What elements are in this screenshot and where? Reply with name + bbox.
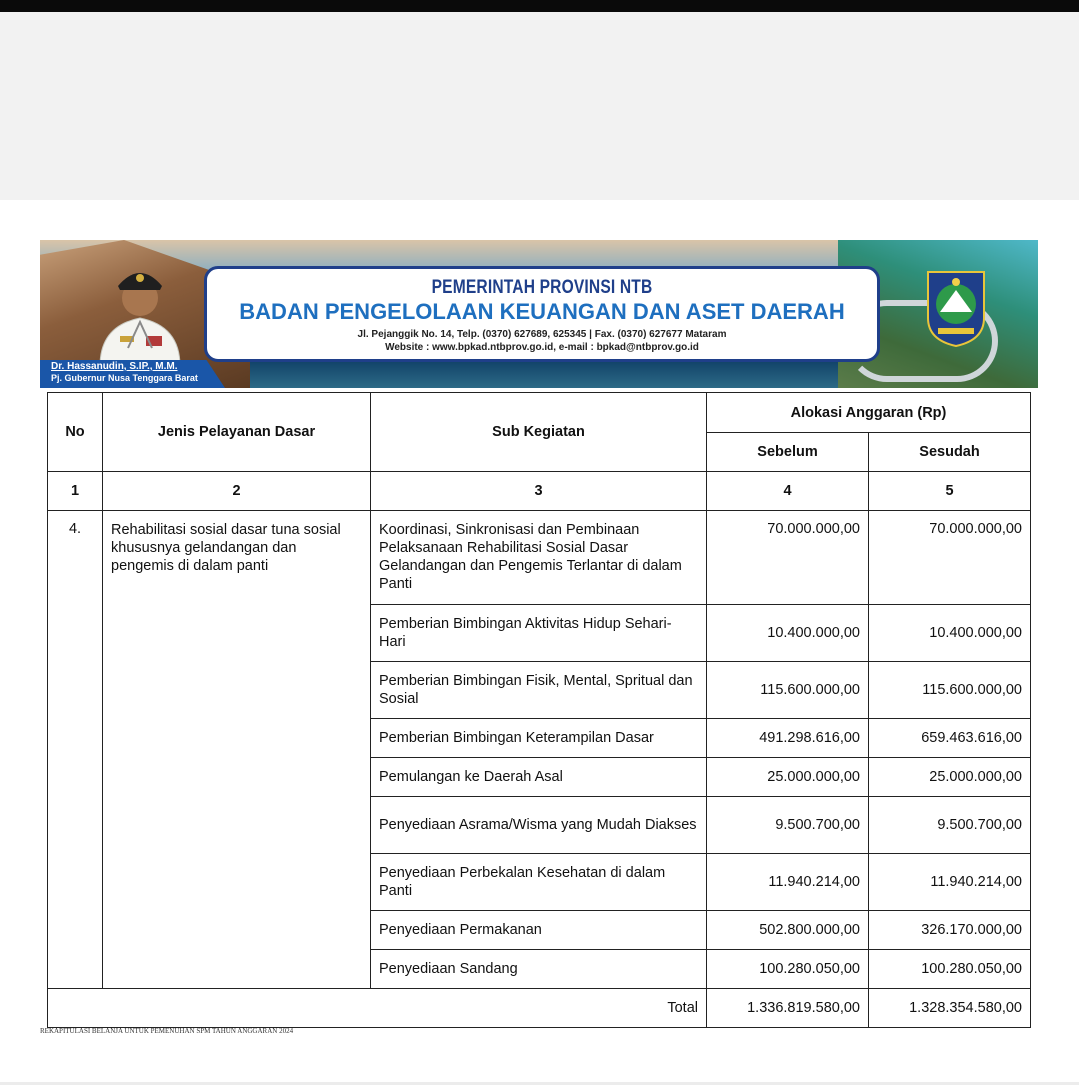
- agency-name: BADAN PENGELOLAAN KEUANGAN DAN ASET DAERAH: [239, 299, 845, 324]
- column-number: 2: [103, 472, 371, 511]
- sebelum-value: 25.000.000,00: [707, 758, 869, 797]
- agency-letterhead-banner: [40, 240, 1038, 388]
- sub-kegiatan-cell: Penyediaan Perbekalan Kesehatan di dalam Panti: [371, 854, 707, 911]
- sesudah-value: 100.280.050,00: [869, 950, 1031, 989]
- sebelum-value: 9.500.700,00: [707, 797, 869, 854]
- group-number: 4.: [48, 511, 103, 989]
- sesudah-value: 659.463.616,00: [869, 719, 1031, 758]
- sebelum-value: 115.600.000,00: [707, 662, 869, 719]
- header-sub-kegiatan: Sub Kegiatan: [371, 393, 707, 472]
- sebelum-value: 70.000.000,00: [707, 511, 869, 605]
- sesudah-value: 70.000.000,00: [869, 511, 1031, 605]
- spm-budget-table: [47, 392, 1031, 1028]
- sub-kegiatan-cell: Penyediaan Asrama/Wisma yang Mudah Diakses: [371, 797, 707, 854]
- sebelum-value: 100.280.050,00: [707, 950, 869, 989]
- table-row: [48, 511, 1031, 605]
- sub-kegiatan-cell: Pemberian Bimbingan Keterampilan Dasar: [371, 719, 707, 758]
- column-number: 4: [707, 472, 869, 511]
- header-jenis-pelayanan: Jenis Pelayanan Dasar: [103, 393, 371, 472]
- column-number-row: [48, 472, 1031, 511]
- empty-header-area: [0, 12, 1079, 200]
- agency-address: Jl. Pejanggik No. 14, Telp. (0370) 627689, 625345 | Fax. (0370) 627677 Mataram: [357, 329, 727, 340]
- sesudah-value: 115.600.000,00: [869, 662, 1031, 719]
- document-footer-note: REKAPITULASI BELANJA UNTUK PEMENUHAN SPM TAHUN ANGGARAN 2024: [40, 1027, 294, 1035]
- sub-kegiatan-cell: Pemberian Bimbingan Aktivitas Hidup Sehari-Hari: [371, 605, 707, 662]
- official-name: Dr. Hassanudin, S.IP., M.M.: [51, 361, 178, 372]
- sub-kegiatan-cell: Pemberian Bimbingan Fisik, Mental, Spritual dan Sosial: [371, 662, 707, 719]
- ntb-province-emblem-icon: [924, 268, 988, 348]
- sesudah-value: 25.000.000,00: [869, 758, 1031, 797]
- sub-kegiatan-cell: Koordinasi, Sinkronisasi dan Pembinaan Pelaksanaan Rehabilitasi Sosial Dasar Gelandangan dan Pengemis Terlantar di dalam Panti: [371, 511, 707, 605]
- table-header-row: [48, 393, 1031, 433]
- column-number: 3: [371, 472, 707, 511]
- sub-kegiatan-cell: Pemulangan ke Daerah Asal: [371, 758, 707, 797]
- sebelum-value: 11.940.214,00: [707, 854, 869, 911]
- column-number: 1: [48, 472, 103, 511]
- sebelum-value: 502.800.000,00: [707, 911, 869, 950]
- agency-website: Website : www.bpkad.ntbprov.go.id, e-mail : bpkad@ntbprov.go.id: [385, 342, 699, 353]
- governor-portrait-icon: [80, 256, 200, 366]
- sesudah-value: 10.400.000,00: [869, 605, 1031, 662]
- header-alokasi-anggaran: Alokasi Anggaran (Rp): [707, 393, 1031, 433]
- total-row: [48, 989, 1031, 1028]
- group-service-type: Rehabilitasi sosial dasar tuna sosial khususnya gelandangan dan pengemis di dalam panti: [103, 511, 371, 989]
- header-no: No: [48, 393, 103, 472]
- sebelum-value: 491.298.616,00: [707, 719, 869, 758]
- agency-title-box: [204, 266, 880, 362]
- sub-kegiatan-cell: Penyediaan Permakanan: [371, 911, 707, 950]
- sesudah-value: 11.940.214,00: [869, 854, 1031, 911]
- header-sebelum: Sebelum: [707, 433, 869, 472]
- sesudah-value: 326.170.000,00: [869, 911, 1031, 950]
- sebelum-value: 10.400.000,00: [707, 605, 869, 662]
- total-label: Total: [48, 989, 707, 1028]
- top-status-bar: [0, 0, 1079, 12]
- column-number: 5: [869, 472, 1031, 511]
- official-title: Pj. Gubernur Nusa Tenggara Barat: [51, 373, 198, 383]
- sub-kegiatan-cell: Penyediaan Sandang: [371, 950, 707, 989]
- header-sesudah: Sesudah: [869, 433, 1031, 472]
- total-sebelum: 1.336.819.580,00: [707, 989, 869, 1028]
- government-title: PEMERINTAH PROVINSI NTB: [431, 277, 653, 298]
- sesudah-value: 9.500.700,00: [869, 797, 1031, 854]
- total-sesudah: 1.328.354.580,00: [869, 989, 1031, 1028]
